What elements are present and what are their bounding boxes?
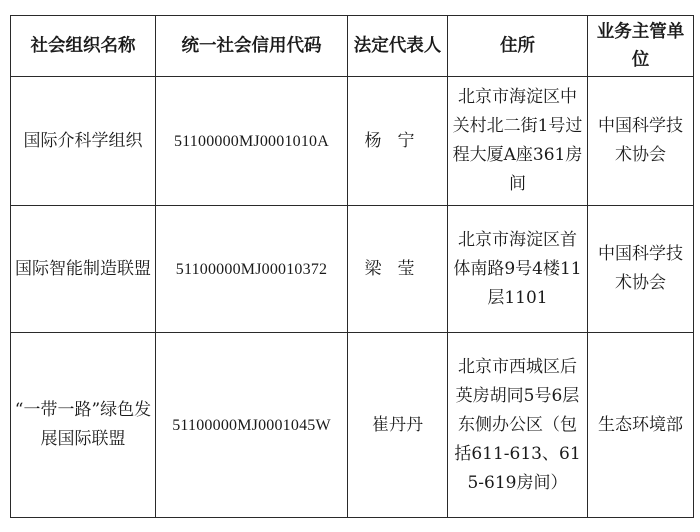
address-cell: 北京市西城区后英房胡同5号6层东侧办公区（包括611-613、615-619房间） — [448, 333, 588, 518]
header-address: 住所 — [448, 16, 588, 77]
table-row — [11, 206, 694, 333]
credit-code-cell: 51100000MJ00010372 — [156, 206, 348, 333]
credit-code-cell: 51100000MJ0001010A — [156, 77, 348, 206]
header-supervising-unit: 业务主管单位 — [588, 16, 694, 77]
organization-table — [10, 15, 694, 518]
credit-code-cell: 51100000MJ0001045W — [156, 333, 348, 518]
header-credit-code: 统一社会信用代码 — [156, 16, 348, 77]
legal-representative-cell: 梁莹 — [348, 206, 448, 333]
header-org-name: 社会组织名称 — [11, 16, 156, 77]
org-name-cell: 国际介科学组织 — [11, 77, 156, 206]
supervising-unit-cell: 中国科学技术协会 — [588, 206, 694, 333]
legal-representative-cell: 崔丹丹 — [348, 333, 448, 518]
address-cell: 北京市海淀区中关村北二街1号过程大厦A座361房间 — [448, 77, 588, 206]
supervising-unit-cell: 中国科学技术协会 — [588, 77, 694, 206]
legal-representative-cell: 杨宁 — [348, 77, 448, 206]
supervising-unit-cell: 生态环境部 — [588, 333, 694, 518]
table-row — [11, 77, 694, 206]
header-legal-representative: 法定代表人 — [348, 16, 448, 77]
header-row — [11, 16, 694, 77]
org-name-cell: 国际智能制造联盟 — [11, 206, 156, 333]
address-cell: 北京市海淀区首体南路9号4楼11层1101 — [448, 206, 588, 333]
org-name-cell: “一带一路”绿色发展国际联盟 — [11, 333, 156, 518]
table-row — [11, 333, 694, 518]
